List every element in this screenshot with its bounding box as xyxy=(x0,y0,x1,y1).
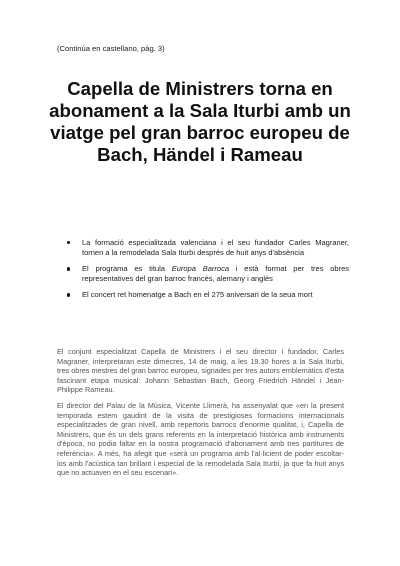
headline: Capella de Ministrers torna en abonament a la Sala Iturbi amb un viatge pel gran barroc europeu de Bach, Händel i Rameau xyxy=(49,78,351,165)
bullet-text: El concert ret homenatge a Bach en el 275 aniversari de la seua mort xyxy=(82,290,313,300)
highlights-list xyxy=(67,238,349,307)
paragraph: El conjunt especialitzat Capella de Ministrers i el seu director i fundador, Carles Magraner, interpretaran este dimecres, 14 de maig, a les 19.30 hores a la Sala Iturbi, tres obres mestres del gran barroc europeu, signades per tres autors emblemàtics d'esta fascinant etapa musical: Johann Sebastian Bach, Georg Friedrich Händel i Jean-Philippe Rameau. xyxy=(57,347,344,395)
bullet-dot-icon xyxy=(67,267,70,270)
program-title: Europa Barroca xyxy=(171,264,229,274)
bullet-dot-icon xyxy=(67,241,70,244)
bullet-text-pre: El programa es titula xyxy=(82,264,172,274)
paragraph: El director del Palau de la Música, Vicente Llimerà, ha assenyalat que «en la present temporada estem gaudint de la visita de prestigioses formacions internacionals especialitzades de gran nivell, amb repertoris barrocs d'enorme qualitat, i, Capella de Ministrers, que és un dels grans referents en la interpretació històrica amb instruments d'època, no podia faltar en la nostra programació d'abonament amb tres partitures de referència». A més, ha afegit que «serà un programa amb l'al·licient de poder escoltar-los amb l'acústica tan brillant i especial de la remodelada Sala Iturbi, ja que fa huit anys que no actuaven en el seu escenari». xyxy=(57,400,344,478)
bullet-item xyxy=(67,264,349,283)
bullet-text: La formació especialitzada valenciana i el seu fundador Carles Magraner, tornen a la remodelada Sala Iturbi després de huit anys d'absència xyxy=(82,238,349,257)
bullet-dot-icon xyxy=(67,293,70,296)
article-body xyxy=(57,347,344,484)
bullet-item xyxy=(67,238,349,257)
bullet-text-post: i està format per tres obres representatives del gran barroc francès, alemany i anglès xyxy=(82,264,350,283)
bullet-item xyxy=(67,290,349,300)
continuation-note: (Continúa en castellano, pàg. 3) xyxy=(57,44,165,53)
